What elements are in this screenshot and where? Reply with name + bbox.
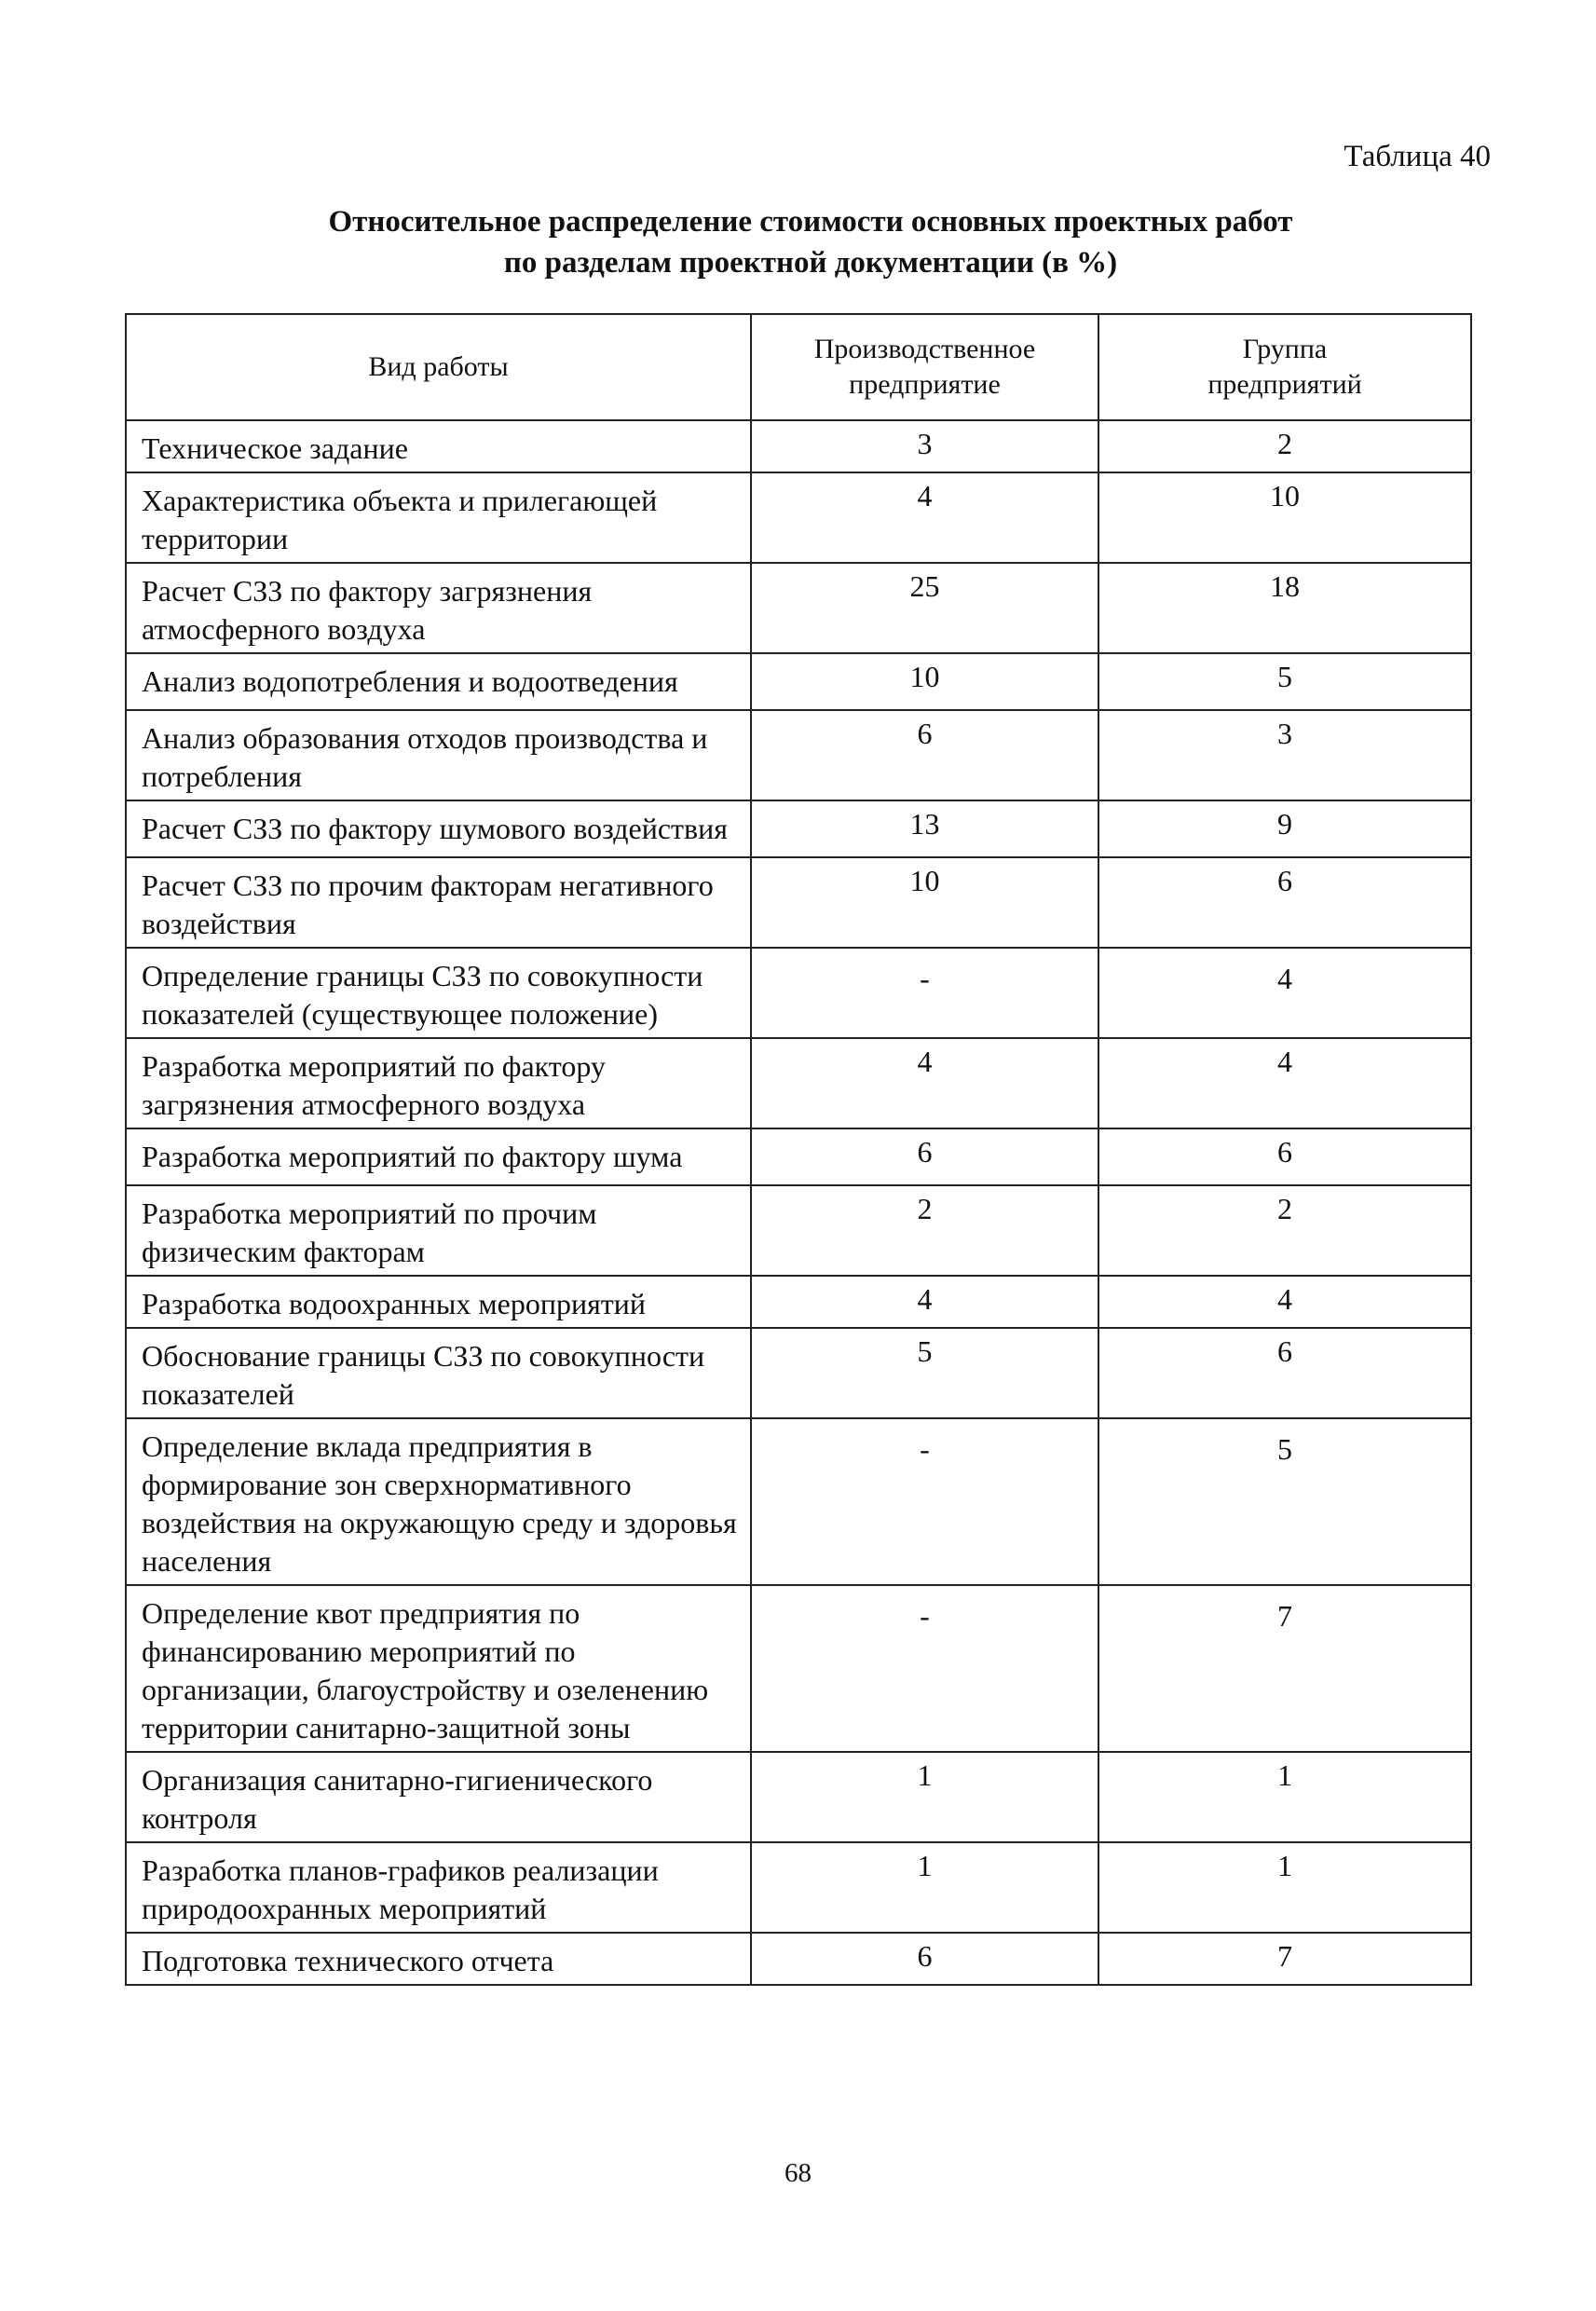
production-enterprise-value: 5 [751,1328,1098,1418]
work-type-cell: Определение границы СЗЗ по совокупности показателей (существующее положение) [126,948,751,1038]
table-row [126,1418,1471,1585]
header-enterprise-group [1098,314,1471,420]
production-enterprise-value: 10 [751,653,1098,710]
work-type-cell: Разработка мероприятий по фактору загрязнения атмосферного воздуха [126,1038,751,1128]
work-type-cell: Техническое задание [126,420,751,472]
work-type-cell: Характеристика объекта и прилегающей территории [126,472,751,563]
table-row [126,1328,1471,1418]
table-row [126,653,1471,710]
header-production-line-2: предприятие [849,369,1001,400]
enterprise-group-value: 9 [1098,800,1471,857]
table-row [126,1752,1471,1842]
production-enterprise-value: 4 [751,1276,1098,1328]
document-title [158,201,1463,283]
table-row [126,472,1471,563]
enterprise-group-value: 4 [1098,1038,1471,1128]
enterprise-group-value: 3 [1098,710,1471,800]
table-row [126,857,1471,948]
work-type-cell: Разработка мероприятий по фактору шума [126,1128,751,1185]
production-enterprise-value: 4 [751,472,1098,563]
header-group-line-1: Группа [1242,334,1328,364]
enterprise-group-value: 2 [1098,1185,1471,1276]
work-type-cell: Разработка мероприятий по прочим физическим факторам [126,1185,751,1276]
work-type-cell: Разработка планов-графиков реализации природоохранных мероприятий [126,1842,751,1933]
enterprise-group-value: 4 [1098,1276,1471,1328]
enterprise-group-value: 7 [1098,1585,1471,1752]
work-type-cell: Определение вклада предприятия в формирование зон сверхнормативного воздействия на окружающую среду и здоровья населения [126,1418,751,1585]
enterprise-group-value: 4 [1098,948,1471,1038]
enterprise-group-value: 6 [1098,1328,1471,1418]
production-enterprise-value: 6 [751,1933,1098,1985]
header-production-enterprise [751,314,1098,420]
header-work-type [126,314,751,420]
work-type-cell: Организация санитарно-гигиенического контроля [126,1752,751,1842]
work-type-cell: Разработка водоохранных мероприятий [126,1276,751,1328]
title-line-2: по разделам проектной документации (в %) [503,246,1118,280]
table-row [126,563,1471,653]
enterprise-group-value: 18 [1098,563,1471,653]
table-body [126,420,1471,1985]
production-enterprise-value: 13 [751,800,1098,857]
production-enterprise-value: 1 [751,1752,1098,1842]
table-row [126,1128,1471,1185]
production-enterprise-value: 3 [751,420,1098,472]
table-row [126,800,1471,857]
table-row [126,948,1471,1038]
table-row [126,1276,1471,1328]
production-enterprise-value: - [751,1585,1098,1752]
enterprise-group-value: 6 [1098,1128,1471,1185]
title-line-1: Относительное распределение стоимости основных проектных работ [328,205,1293,239]
production-enterprise-value: 4 [751,1038,1098,1128]
enterprise-group-value: 2 [1098,420,1471,472]
table-row [126,1038,1471,1128]
enterprise-group-value: 10 [1098,472,1471,563]
cost-distribution-table [125,313,1472,1986]
work-type-cell: Расчет СЗЗ по фактору шумового воздействия [126,800,751,857]
production-enterprise-value: 25 [751,563,1098,653]
enterprise-group-value: 1 [1098,1842,1471,1933]
work-type-cell: Расчет СЗЗ по фактору загрязнения атмосферного воздуха [126,563,751,653]
enterprise-group-value: 7 [1098,1933,1471,1985]
header-group-line-2: предприятий [1207,369,1362,400]
table-header-row [126,314,1471,420]
work-type-cell: Определение квот предприятия по финансированию мероприятий по организации, благоустройству и озеленению территории санитарно-защитной зоны [126,1585,751,1752]
production-enterprise-value: - [751,948,1098,1038]
page-number: 68 [784,2158,812,2188]
work-type-cell: Анализ водопотребления и водоотведения [126,653,751,710]
enterprise-group-value: 1 [1098,1752,1471,1842]
production-enterprise-value: - [751,1418,1098,1585]
work-type-cell: Расчет СЗЗ по прочим факторам негативного воздействия [126,857,751,948]
production-enterprise-value: 10 [751,857,1098,948]
production-enterprise-value: 2 [751,1185,1098,1276]
work-type-cell: Анализ образования отходов производства и потребления [126,710,751,800]
header-production-line-1: Производственное [813,334,1036,364]
production-enterprise-value: 6 [751,710,1098,800]
table-number-label: Таблица 40 [1344,140,1491,173]
enterprise-group-value: 5 [1098,1418,1471,1585]
work-type-cell: Подготовка технического отчета [126,1933,751,1985]
table-row [126,1585,1471,1752]
table-row [126,1933,1471,1985]
work-type-cell: Обоснование границы СЗЗ по совокупности показателей [126,1328,751,1418]
enterprise-group-value: 6 [1098,857,1471,948]
production-enterprise-value: 1 [751,1842,1098,1933]
production-enterprise-value: 6 [751,1128,1098,1185]
enterprise-group-value: 5 [1098,653,1471,710]
table-row [126,420,1471,472]
table-row [126,710,1471,800]
header-work-type-label: Вид работы [368,351,509,382]
table-row [126,1842,1471,1933]
table-row [126,1185,1471,1276]
